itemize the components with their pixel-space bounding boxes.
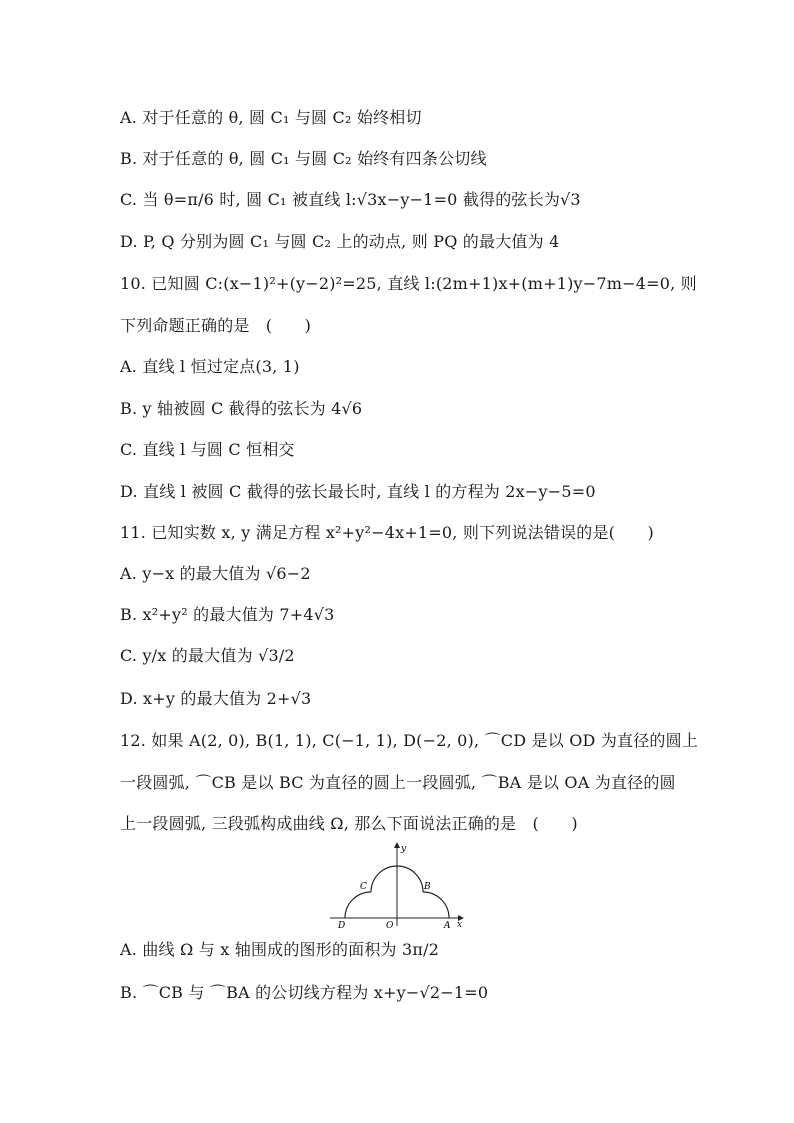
origin-label: O [386,921,394,930]
q11-option-a: A. y−x 的最大值为 √6−2 [120,564,311,583]
q12-option-b: B. ⌒CB 与 ⌒BA 的公切线方程为 x+y−√2−1=0 [120,983,489,1002]
q12-stem-line-3: 上一段圆弧, 三段弧构成曲线 Ω, 那么下面说法正确的是 ( ) [120,814,578,833]
point-b-label: B [424,882,431,892]
arc-ba [423,892,449,918]
point-c-label: C [360,882,367,892]
q12-option-a: A. 曲线 Ω 与 x 轴围成的图形的面积为 3π/2 [120,940,440,959]
q12-stem-line-2: 一段圆弧, ⌒CB 是以 BC 为直径的圆上一段圆弧, ⌒BA 是以 OA 为直径的圆 [120,773,676,792]
q12-stem-line-1: 12. 如果 A(2, 0), B(1, 1), C(−1, 1), D(−2, 0), ⌒CD 是以 OD 为直径的圆上 [120,731,699,750]
arc-cd [345,892,371,918]
x-axis-label: x [457,920,463,930]
curve-omega-diagram [326,840,466,930]
y-axis-arrow-icon [394,842,400,848]
q10-stem-line-2: 下列命题正确的是 ( ) [120,316,312,335]
q9-option-d: D. P, Q 分别为圆 C₁ 与圆 C₂ 上的动点, 则 PQ 的最大值为 4 [120,232,560,251]
q10-option-a: A. 直线 l 恒过定点(3, 1) [120,357,300,376]
y-axis-label: y [401,844,407,854]
q11-option-b: B. x²+y² 的最大值为 7+4√3 [120,605,335,624]
q10-option-d: D. 直线 l 被圆 C 截得的弦长最长时, 直线 l 的方程为 2x−y−5=0 [120,482,596,501]
q9-option-b: B. 对于任意的 θ, 圆 C₁ 与圆 C₂ 始终有四条公切线 [120,149,487,168]
q9-option-c: C. 当 θ=π/6 时, 圆 C₁ 被直线 l:√3x−y−1=0 截得的弦长为√3 [120,190,581,209]
q10-option-b: B. y 轴被圆 C 截得的弦长为 4√6 [120,399,363,418]
q9-option-a: A. 对于任意的 θ, 圆 C₁ 与圆 C₂ 始终相切 [120,108,422,127]
q11-stem: 11. 已知实数 x, y 满足方程 x²+y²−4x+1=0, 则下列说法错误的是( ) [120,523,654,542]
point-a-label: A [444,921,451,930]
q11-option-c: C. y/x 的最大值为 √3/2 [120,646,295,665]
curve-omega-figure [326,840,466,934]
point-d-label: D [338,921,346,930]
q10-stem-line-1: 10. 已知圆 C:(x−1)²+(y−2)²=25, 直线 l:(2m+1)x+(m+1)y−7m−4=0, 则 [120,274,697,293]
q10-option-c: C. 直线 l 与圆 C 恒相交 [120,440,295,459]
q11-option-d: D. x+y 的最大值为 2+√3 [120,689,312,708]
